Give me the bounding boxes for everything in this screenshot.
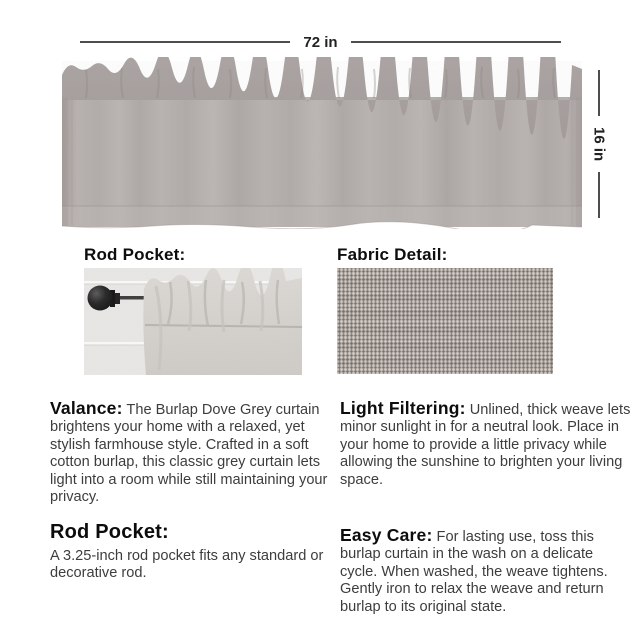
rod-pocket-heading: Rod Pocket: [50, 521, 169, 543]
rod-pocket-detail-image [84, 268, 302, 375]
width-dimension [80, 33, 561, 51]
easy-care-body-text: For lasting use, toss this burlap curtain in the wash on a delicate cycle. When washed, the weave tightens. Gently iron to relax the weave and return burlap to its original state. [340, 529, 608, 615]
easy-care-heading: Easy Care: [340, 525, 433, 545]
valance-description [50, 400, 336, 506]
fabric-detail-figure-label: Fabric Detail: [337, 245, 448, 264]
dimension-line-top [598, 70, 600, 116]
rod-pocket-illustration [84, 268, 302, 375]
height-dimension [590, 70, 608, 218]
rod-pocket-body-text: A 3.25-inch rod pocket fits any standard or decorative rod. [50, 548, 324, 582]
light-filtering-description [340, 400, 632, 489]
valance-body-text: The Burlap Dove Grey curtain brightens your home with a relaxed, yet stylish farmhouse style. Crafted in a soft cotton burlap, this classic grey curtain lets light into a room while still maintaining your privacy. [50, 402, 328, 506]
height-dimension-label: 16 in [590, 126, 608, 162]
light-filtering-body-text: Unlined, thick weave lets minor sunlight in for a neutral look. Place in your home to provide a little privacy while allowing the sunshine to brighten your living space. [340, 402, 631, 488]
width-dimension-label: 72 in [303, 33, 338, 51]
rod-pocket-description [50, 521, 336, 583]
light-filtering-heading: Light Filtering: [340, 398, 466, 418]
dimension-line-left [80, 41, 290, 43]
rod-pocket-figure-label: Rod Pocket: [84, 245, 186, 264]
dimension-line-right [351, 41, 561, 43]
valance-illustration [62, 57, 582, 229]
valance-heading: Valance: [50, 398, 123, 418]
fabric-detail-image [337, 268, 553, 374]
valance-product-image [62, 57, 582, 229]
easy-care-description [340, 527, 634, 616]
dimension-line-bottom [598, 172, 600, 218]
